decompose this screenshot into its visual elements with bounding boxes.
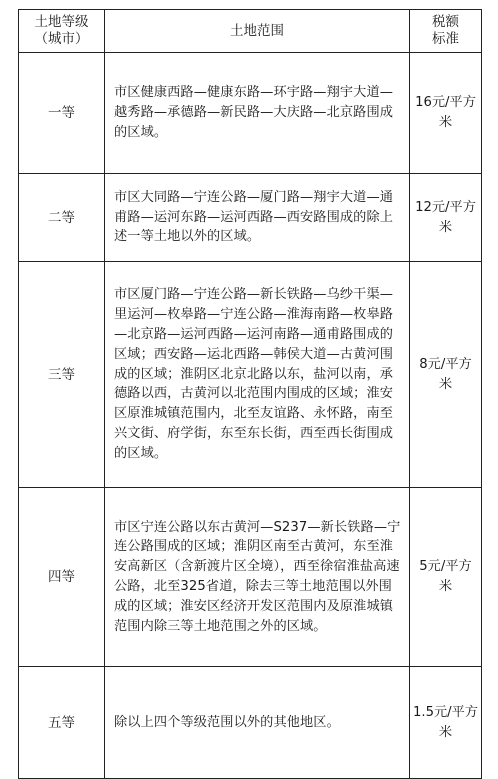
grade-cell: 五等 (19, 667, 105, 779)
grade-cell: 四等 (19, 488, 105, 667)
rate-cell: 1.5元/平方米 (410, 667, 482, 779)
header-grade-line2: （城市） (34, 31, 89, 47)
header-rate-line1: 税额 (432, 14, 459, 30)
rate-cell: 12元/平方米 (410, 174, 482, 262)
scope-cell: 市区厦门路—宁连公路—新长铁路—乌纱干渠—里运河—枚皋路—宁连公路—淮海南路—枚皋路—北京路—运河西路—运河南路—通甫路围成的区域；西安路—运北西路—韩侯大道—古黄河围成的区域；淮阴区北京北路以东，盐河以南，承德路以西，古黄河以北范围内围成的区域；淮安区原淮城镇范围内，北至友谊路、永怀路，南至兴文街、府学街，东至东长街，西至西长街围成的区域。 (105, 262, 410, 488)
header-rate-line2: 标准 (432, 31, 459, 47)
table-row (19, 53, 482, 174)
grade-cell: 一等 (19, 53, 105, 174)
rate-cell: 8元/平方米 (410, 262, 482, 488)
header-grade-line1: 土地等级 (34, 14, 89, 30)
table-row (19, 174, 482, 262)
table-row (19, 488, 482, 667)
grade-cell: 二等 (19, 174, 105, 262)
header-scope: 土地范围 (105, 10, 410, 53)
scope-cell: 市区健康西路—健康东路—环宇路—翔宇大道—越秀路—承德路—新民路—大庆路—北京路围成的区域。 (105, 53, 410, 174)
header-grade (19, 10, 105, 53)
table-row (19, 262, 482, 488)
land-tax-table (18, 9, 482, 779)
scope-cell: 市区大同路—宁连公路—厦门路—翔宇大道—通甫路—运河东路—运河西路—西安路围成的除上述一等土地以外的区域。 (105, 174, 410, 262)
header-rate (410, 10, 482, 53)
scope-cell: 市区宁连公路以东古黄河—S237—新长铁路—宁连公路围成的区域；淮阴区南至古黄河，东至淮安高新区（含新渡片区全境），西至徐宿淮盐高速公路，北至325省道，除去三等土地范围以外围成的区域；淮安区经济开发区范围内及原淮城镇范围内除三等土地范围之外的区域。 (105, 488, 410, 667)
rate-cell: 16元/平方米 (410, 53, 482, 174)
table-header-row (19, 10, 482, 53)
scope-cell: 除以上四个等级范围以外的其他地区。 (105, 667, 410, 779)
grade-cell: 三等 (19, 262, 105, 488)
rate-cell: 5元/平方米 (410, 488, 482, 667)
table-row (19, 667, 482, 779)
